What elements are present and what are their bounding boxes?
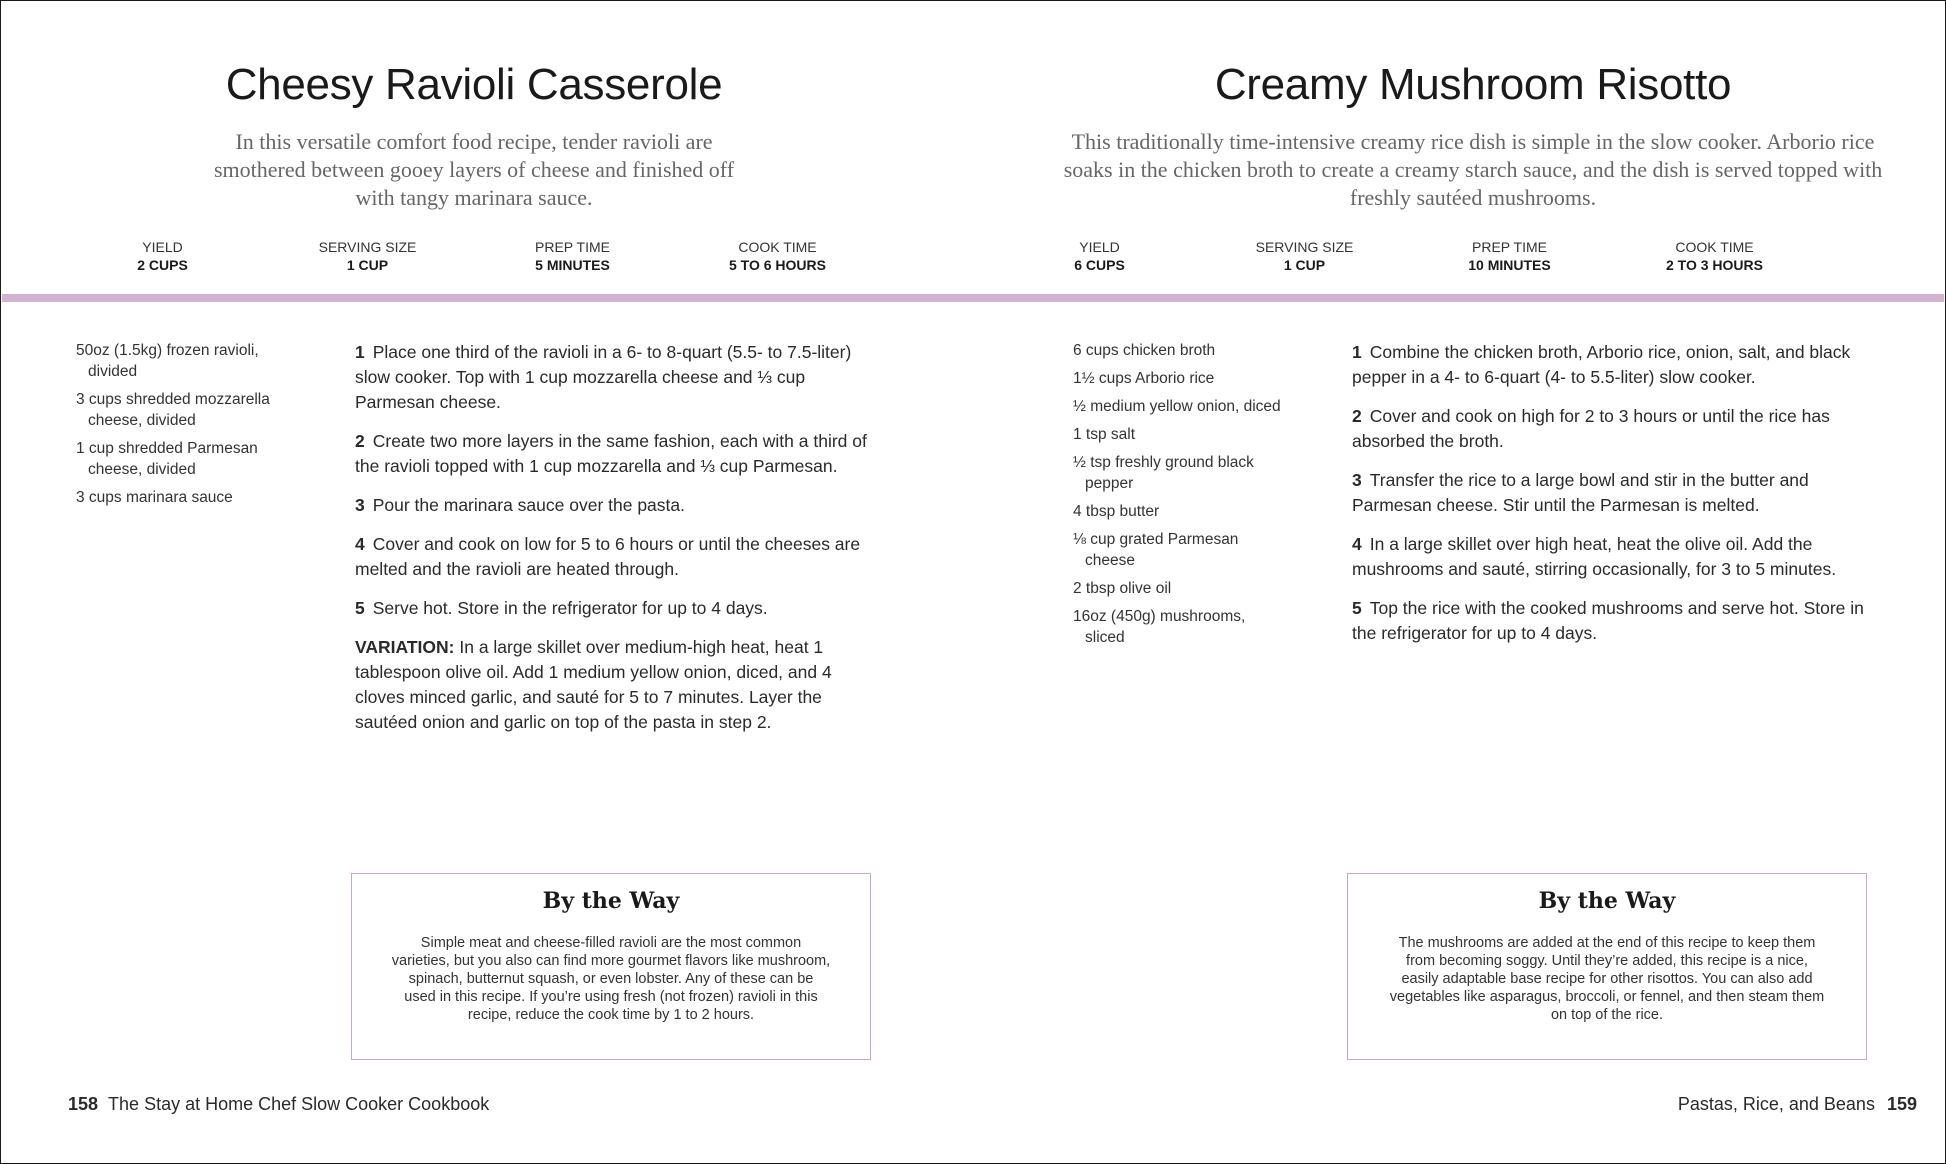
step-item xyxy=(1352,404,1872,454)
meta-value: 6 CUPS xyxy=(1074,257,1125,273)
ingredient-item: 1 tsp salt xyxy=(1073,426,1136,443)
meta-label: SERVING SIZE xyxy=(1255,239,1354,255)
meta-prep-time xyxy=(1407,238,1612,274)
step-number: 5 xyxy=(1352,598,1362,618)
by-the-way-title: By the Way xyxy=(542,888,680,914)
recipe-meta xyxy=(60,238,880,274)
step-number: 1 xyxy=(355,342,365,362)
ingredient-item: ½ medium yellow onion, diced xyxy=(1073,398,1281,415)
page-footer xyxy=(68,1094,489,1115)
ingredient-item: 1 cup shredded Parmesan cheese, divided xyxy=(76,440,258,478)
meta-prep-time xyxy=(470,238,675,274)
variation-label: VARIATION: xyxy=(355,637,455,657)
step-text: Place one third of the ravioli in a 6- to 8-quart (5.5- to 7.5-liter) slow cooker. Top with 1 cup mozzarella cheese and ⅓ cup Parmesan cheese. xyxy=(355,342,852,412)
ingredient-item: 16oz (450g) mushrooms, sliced xyxy=(1073,608,1246,646)
meta-label: YIELD xyxy=(142,239,183,255)
variation-note xyxy=(355,635,875,735)
step-item xyxy=(355,429,875,479)
meta-label: PREP TIME xyxy=(535,239,610,255)
step-text: Cover and cook on low for 5 to 6 hours or until the cheeses are melted and the ravioli are heated through. xyxy=(355,534,861,579)
recipe-title: Creamy Mushroom Risotto xyxy=(1214,60,1732,109)
meta-label: PREP TIME xyxy=(1472,239,1547,255)
meta-value: 1 CUP xyxy=(346,257,389,273)
ingredient-item: ½ tsp freshly ground black pepper xyxy=(1073,454,1254,492)
step-item xyxy=(1352,532,1872,582)
step-text: Top the rice with the cooked mushrooms and serve hot. Store in the refrigerator for up to 4 days. xyxy=(1352,598,1864,643)
page-number: 158 xyxy=(68,1094,99,1114)
ingredient-item: 3 cups marinara sauce xyxy=(76,489,233,506)
step-text: Pour the marinara sauce over the pasta. xyxy=(372,495,685,515)
step-number: 3 xyxy=(355,495,365,515)
meta-cook-time xyxy=(675,238,880,274)
recipe-intro: In this versatile comfort food recipe, tender ravioli are smothered between gooey layers of cheese and finished off with tangy marinara sauce. xyxy=(213,129,735,210)
variation-text: In a large skillet over medium-high heat, heat 1 tablespoon olive oil. Add 1 medium yellow onion, diced, and 4 cloves minced garlic, and sauté for 5 to 7 minutes. Layer the sautéed onion and garlic on top of the pasta in step 2. xyxy=(355,637,832,732)
step-text: Combine the chicken broth, Arborio rice, onion, salt, and black pepper in a 4- to 6-quart (4- to 5.5-liter) slow cooker. xyxy=(1352,342,1851,387)
meta-yield xyxy=(997,238,1202,274)
recipe-title: Cheesy Ravioli Casserole xyxy=(225,60,723,109)
by-the-way-body: Simple meat and cheese-filled ravioli are the most common varieties, but you also can find more gourmet flavors like mushroom, spinach, butternut squash, or even lobster. Any of these can be used in this recipe. If you’re using fresh (not frozen) ravioli in this recipe, reduce the cook time by 1 to 2 hours. xyxy=(391,935,831,1023)
recipe-meta xyxy=(997,238,1817,274)
meta-serving-size xyxy=(1202,238,1407,274)
ingredient-item: ⅛ cup grated Parmesan cheese xyxy=(1073,531,1239,569)
step-item xyxy=(1352,468,1872,518)
ingredient-item: 3 cups shredded mozzarella cheese, divided xyxy=(76,391,270,429)
right-page xyxy=(973,0,1946,1164)
step-list xyxy=(1352,340,1872,660)
meta-label: COOK TIME xyxy=(1675,239,1754,255)
ingredient-item: 50oz (1.5kg) frozen ravioli, divided xyxy=(76,342,259,380)
by-the-way-title: By the Way xyxy=(1538,888,1676,914)
step-list xyxy=(355,340,875,749)
meta-value: 1 CUP xyxy=(1283,257,1326,273)
ingredient-list xyxy=(1073,340,1288,655)
step-item xyxy=(355,596,875,621)
meta-value: 2 TO 3 HOURS xyxy=(1666,257,1763,273)
meta-label: YIELD xyxy=(1079,239,1120,255)
step-text: In a large skillet over high heat, heat the olive oil. Add the mushrooms and sauté, stirring occasionally, for 3 to 5 minutes. xyxy=(1352,534,1837,579)
step-text: Cover and cook on high for 2 to 3 hours or until the rice has absorbed the broth. xyxy=(1352,406,1830,451)
ingredient-list xyxy=(76,340,294,515)
meta-value: 2 CUPS xyxy=(137,257,188,273)
step-number: 1 xyxy=(1352,342,1362,362)
step-number: 2 xyxy=(1352,406,1362,426)
book-title: The Stay at Home Chef Slow Cooker Cookbook xyxy=(108,1094,490,1114)
step-number: 4 xyxy=(355,534,365,554)
meta-label: SERVING SIZE xyxy=(318,239,417,255)
ingredient-item: 4 tbsp butter xyxy=(1073,503,1160,520)
meta-value: 10 MINUTES xyxy=(1468,257,1551,273)
step-number: 3 xyxy=(1352,470,1362,490)
meta-value: 5 TO 6 HOURS xyxy=(729,257,826,273)
step-item xyxy=(355,340,875,415)
ingredient-item: 6 cups chicken broth xyxy=(1073,342,1216,359)
page-footer xyxy=(1678,1094,1917,1115)
step-text: Transfer the rice to a large bowl and stir in the butter and Parmesan cheese. Stir until the Parmesan is melted. xyxy=(1352,470,1809,515)
page-number: 159 xyxy=(1886,1094,1917,1114)
by-the-way-box xyxy=(351,873,871,1060)
by-the-way-box xyxy=(1347,873,1867,1060)
step-item xyxy=(1352,596,1872,646)
chapter-title: Pastas, Rice, and Beans xyxy=(1677,1094,1875,1114)
meta-serving-size xyxy=(265,238,470,274)
meta-cook-time xyxy=(1612,238,1817,274)
recipe-intro: This traditionally time-intensive creamy rice dish is simple in the slow cooker. Arborio rice soaks in the chicken broth to create a creamy starch sauce, and the dish is served topped with freshly sautéed mushrooms. xyxy=(1063,129,1883,210)
by-the-way-body: The mushrooms are added at the end of this recipe to keep them from becoming soggy. Until they’re added, this recipe is a nice, easily adaptable base recipe for other risottos. You can also add vegetables like asparagus, broccoli, or fennel, and then steam them on top of the rice. xyxy=(1389,935,1825,1023)
step-text: Create two more layers in the same fashion, each with a third of the ravioli topped with 1 cup mozzarella and ⅓ cup Parmesan. xyxy=(355,431,867,476)
step-number: 5 xyxy=(355,598,365,618)
meta-yield xyxy=(60,238,265,274)
step-item xyxy=(355,532,875,582)
ingredient-item: 1½ cups Arborio rice xyxy=(1073,370,1215,387)
step-number: 4 xyxy=(1352,534,1362,554)
step-item xyxy=(1352,340,1872,390)
ingredient-item: 2 tbsp olive oil xyxy=(1073,580,1172,597)
meta-label: COOK TIME xyxy=(738,239,817,255)
step-text: Serve hot. Store in the refrigerator for up to 4 days. xyxy=(372,598,768,618)
meta-value: 5 MINUTES xyxy=(535,257,610,273)
step-number: 2 xyxy=(355,431,365,451)
step-item xyxy=(355,493,875,518)
